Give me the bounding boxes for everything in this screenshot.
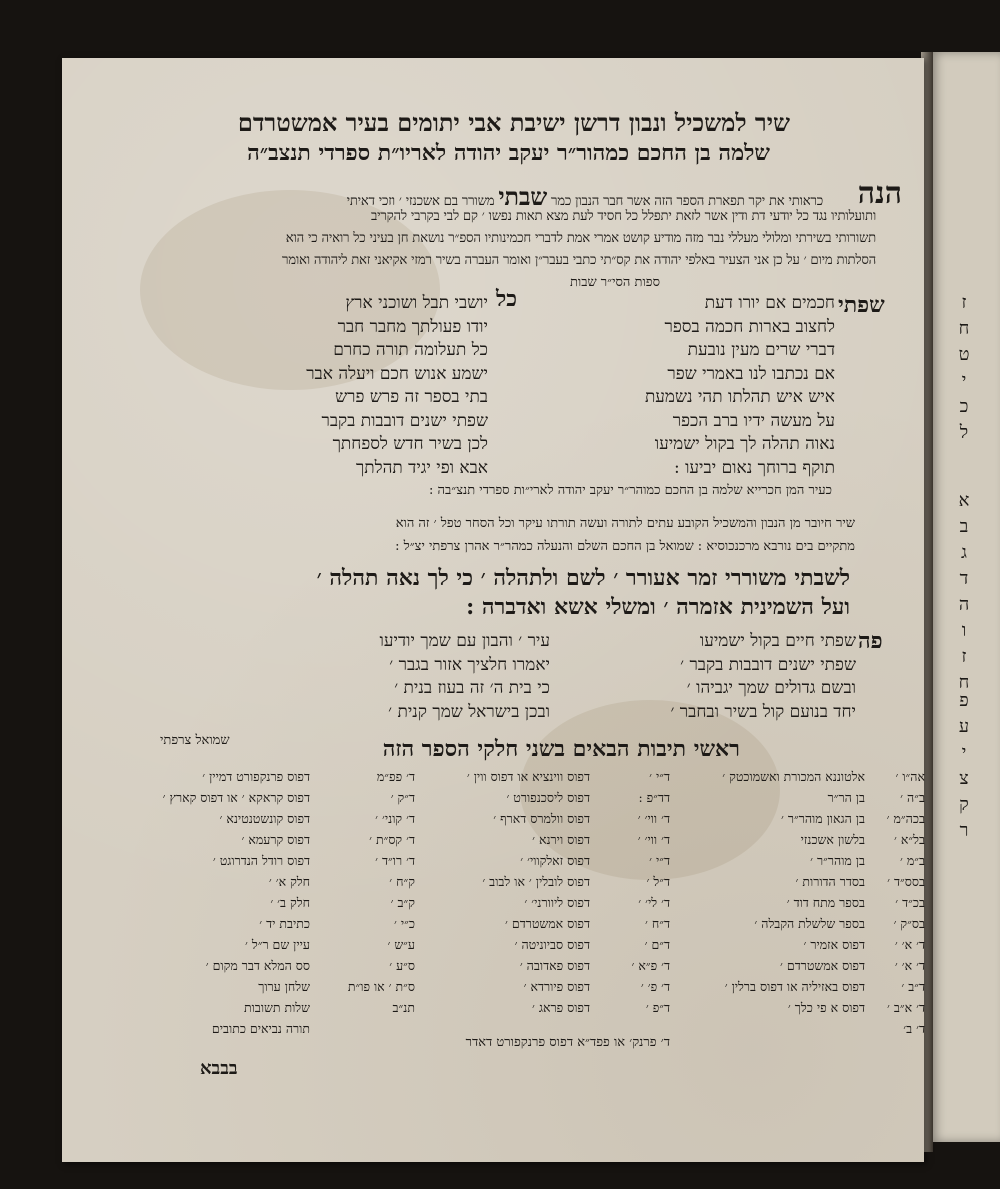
abbr-key: ד׳ קוני׳ ׳ bbox=[375, 811, 415, 826]
poem2-heading-line-1: לשבתי משוררי זמר אעורר ׳ לשם ולתהלה ׳ כי לך נאה תהלה ׳ bbox=[316, 565, 850, 591]
intro-line-1-start: כראותי את יקר תפארת הספר הזה אשר חבר הנבון כמר bbox=[551, 194, 823, 209]
margin-letter: ע bbox=[958, 716, 970, 737]
abbr-value: דפוס וירנא ׳ bbox=[532, 832, 590, 847]
intro-line-1-end: משורר בם אשכנזי ׳ וזכי דאיתי bbox=[346, 194, 495, 209]
abbr-key: בל״א ׳ bbox=[894, 832, 925, 847]
abbr-key: ס״ע ׳ bbox=[389, 958, 415, 973]
margin-letter: ט bbox=[958, 344, 970, 365]
margin-letter: ח bbox=[958, 318, 970, 339]
abbr-value: דפוס ליסכנפורט ׳ bbox=[506, 790, 590, 805]
poem2-right-word: פה bbox=[858, 628, 883, 654]
abbr-key: בסס״ד ׳ bbox=[887, 874, 925, 889]
poem2-heading-line-2: ועל השמינית אזמרה ׳ ומשלי אשא ואדברה : bbox=[466, 594, 850, 620]
poem-line: דברי שרים מעין נובעת bbox=[687, 340, 835, 360]
poem-line: שפתי ישנים דובבות בקבר bbox=[321, 410, 488, 431]
poem2-right-column bbox=[600, 630, 856, 724]
poem1-left-column bbox=[258, 292, 488, 480]
margin-letter: י bbox=[961, 370, 967, 391]
poem-line: עיר ׳ והבון עם שמך יודיעו bbox=[379, 631, 550, 651]
poem-line: ובכן בישראל שמך קנית ׳ bbox=[388, 701, 550, 722]
abbr-value: דפוס סביוניטה ׳ bbox=[514, 937, 590, 952]
poem-line: לחצוב בארות חכמה בספר bbox=[664, 316, 835, 337]
abbr-key: ד׳ פ׳ ׳ bbox=[640, 979, 670, 994]
abbr-col-4 bbox=[420, 766, 590, 1018]
facing-page-letters-bottom bbox=[944, 688, 984, 844]
abbr-value: תורה נביאים כתובים bbox=[211, 1021, 310, 1036]
margin-letter: ז bbox=[961, 646, 967, 667]
abbr-key: ד״ק ׳ bbox=[390, 790, 415, 805]
abbr-col-3 bbox=[590, 766, 670, 1018]
abbr-value: סס המלא דבר מקום ׳ bbox=[205, 958, 310, 973]
intro-line-3: תשורותי בשירתי ומלולי מעללי נבר מזה מודיע קושט אמרי אמת לדברי חכמינותיו הספ״ר נושאת חן בעיני כל רואיה כי הוא bbox=[285, 231, 876, 246]
abbr-key: ד״ל ׳ bbox=[646, 874, 670, 889]
abbr-key: ד״ם ׳ bbox=[644, 937, 670, 952]
abbr-key: תנ״ב bbox=[392, 1000, 415, 1015]
abbr-key: ב״מ ׳ bbox=[899, 853, 925, 868]
abbr-value: בן הגאון מוהר״ר ׳ bbox=[780, 811, 865, 826]
abbr-value: דפוס פראג ׳ bbox=[531, 1000, 590, 1015]
abbr-key: ד״פ ׳ bbox=[645, 1000, 670, 1015]
abbr-value: דפוס רודל הנדרוגט ׳ bbox=[212, 853, 310, 868]
margin-letter: כ bbox=[959, 396, 969, 417]
abbr-value: בסדר הדורות ׳ bbox=[795, 874, 865, 889]
margin-letter: ג bbox=[961, 542, 967, 563]
poem-line: כי בית ה׳ זה בעוז בנית ׳ bbox=[394, 678, 550, 698]
margin-letter: ב bbox=[959, 516, 969, 537]
abbr-value: דפוס א פי כלך ׳ bbox=[787, 1000, 865, 1015]
abbr-value: דפוס קראקא ׳ או דפוס קארץ ׳ bbox=[162, 790, 310, 805]
abbr-key: בס״ק ׳ bbox=[893, 916, 925, 931]
poem2-intro-line-1: שיר חיובר מן הנבון והמשכיל הקובע עתים לתורה ועשה תורתו עיקר וכל הסחר טפל ׳ זה הוא bbox=[395, 516, 855, 531]
facing-page-letters-middle bbox=[944, 488, 984, 696]
abbr-key: ד׳ א״ב ׳ bbox=[886, 1000, 925, 1015]
abbr-value: דפוס אמשטרדם ׳ bbox=[505, 916, 590, 931]
abbr-value: אלטוננא המכורת ואשמוכטק ׳ bbox=[722, 769, 865, 784]
intro-line-4: הסלתות מיום ׳ על כן אני הצעיר באלפי יהודה את קס״תי כתבי בעבר״ן ואומר העברה בשיר רמזי אקיאני זאת ליהודה ואומר bbox=[281, 253, 876, 268]
poem-line: חכמים אם יורו דעת bbox=[704, 293, 835, 313]
facing-page-letters-top bbox=[944, 290, 984, 446]
title-line-1: שיר למשכיל ונבון דרשן ישיבת אבי יתומים בעיר אמשטרדם bbox=[237, 108, 790, 137]
poem-line: אבא ופי יגיד תהלתך bbox=[355, 457, 488, 478]
poem-line: איש איש תהלתו תהי נשמעת bbox=[644, 387, 835, 407]
margin-letter: ה bbox=[958, 594, 970, 615]
abbr-key: בכ״ד ׳ bbox=[895, 895, 925, 910]
abbr-key: ס״ת ׳ או פו״ת bbox=[347, 979, 415, 994]
poem-line: יחד בנועם קול בשיר ובחבר ׳ bbox=[670, 701, 856, 722]
abbr-col-2 bbox=[705, 766, 865, 1018]
abbr-key: ד׳ קס״ת ׳ bbox=[369, 832, 415, 847]
margin-letter: צ bbox=[959, 768, 969, 789]
abbr-value: דפוס ליוורני׳ ׳ bbox=[524, 895, 590, 910]
margin-letter: י bbox=[961, 742, 967, 763]
poem-line: ישמע אנוש חכם ויעלה אבר bbox=[306, 363, 488, 384]
poem-line: יודו פעולתך מחבר חבר bbox=[337, 316, 488, 337]
abbr-key: ד׳ א׳ ׳ bbox=[894, 958, 925, 973]
abbr-last-row: ד׳ פרנק׳ או פפד״א דפוס פרנקפורט דאדר bbox=[465, 1035, 670, 1050]
poem-line: ובשם גדולים שמך יגביהו ׳ bbox=[686, 678, 856, 698]
intro-line-5: ספות הסי״ר שבות bbox=[569, 275, 660, 290]
poem-line: בתי בספר זה פרש פרש bbox=[335, 387, 488, 407]
poem-line: נאוה תהלה לך בקול ישמיעו bbox=[654, 434, 835, 454]
abbr-key: ד׳ ב׳ bbox=[903, 1021, 925, 1036]
margin-letter: ל bbox=[959, 422, 969, 443]
poem-line: שפתי ישנים דובבות בקבר ׳ bbox=[680, 654, 856, 675]
margin-letter: ד bbox=[959, 568, 969, 589]
abbr-key: ד׳ א׳ ׳ bbox=[894, 937, 925, 952]
poem2-left-column bbox=[295, 630, 550, 724]
margin-letter: ז bbox=[961, 292, 967, 313]
margin-letter: ק bbox=[959, 794, 969, 815]
poem-line: על מעשה ידיו ברב הכפר bbox=[672, 410, 835, 431]
abbr-key: ע״ש ׳ bbox=[387, 937, 415, 952]
poem-line: תוקף ברוחך נאום יביעו : bbox=[673, 457, 835, 478]
abbr-key: ק״ב ׳ bbox=[390, 895, 415, 910]
abbr-value: דפוס קונשטנטינא ׳ bbox=[219, 811, 310, 826]
abbr-value: בן הר״ר bbox=[827, 790, 865, 805]
abbr-key: ד׳ ווי׳ ׳ bbox=[637, 811, 670, 826]
abbr-key: ד׳ פ״א ׳ bbox=[631, 958, 670, 973]
poem2-intro-line-2: מתקיים בים נורבא מרכנכוסיא : שמואל בן החכם השלם והנעלה כמהר״ר אהרן צרפתי יצ״ל : bbox=[395, 539, 855, 554]
margin-letter: ר bbox=[959, 820, 969, 841]
abbr-key: דד״פ : bbox=[638, 790, 670, 805]
intro-initial-word: הנה bbox=[857, 176, 902, 211]
abbr-value: דפוס זאלקווי׳ ׳ bbox=[520, 853, 590, 868]
margin-letter: פ bbox=[959, 690, 969, 711]
abbr-value: שלחן ערוך bbox=[258, 979, 310, 994]
poem1-left-word: כל bbox=[496, 286, 518, 312]
abbr-value: דפוס לובלין ׳ או לבוב ׳ bbox=[482, 874, 590, 889]
abbr-key: ד׳ לי׳ ׳ bbox=[638, 895, 670, 910]
poem-line: אם נכתבו לנו באמרי שפר bbox=[667, 363, 835, 384]
abbr-value: דפוס אמשטרדם ׳ bbox=[780, 958, 865, 973]
abbr-value: דפוס פאדובה ׳ bbox=[519, 958, 590, 973]
abbr-value: דפוס אזמיר ׳ bbox=[803, 937, 865, 952]
abbr-value: חלק ב׳ ׳ bbox=[270, 895, 310, 910]
abbr-value: בספר שלשלת הקבלה ׳ bbox=[754, 916, 865, 931]
abbr-value: בלשון אשכנזי bbox=[800, 832, 865, 847]
catchword: בבבא bbox=[200, 1058, 238, 1079]
abbr-key: אה״ו ׳ bbox=[895, 769, 925, 784]
abbr-key: בכה״מ ׳ bbox=[886, 811, 925, 826]
intro-line-2: ותועלותיו נגד כל יודעי דת ודין אשר לזאת יתפלל כל חסיד לעת מצא תאות נפשו ׳ קם לבי בקרבי להקריב bbox=[370, 209, 876, 224]
margin-letter: ח bbox=[958, 672, 970, 693]
abbr-key: ד׳ רו״ד ׳ bbox=[375, 853, 415, 868]
abbr-col-1 bbox=[865, 766, 925, 1039]
intro-key-word: שבתי bbox=[498, 182, 548, 211]
abbr-value: בן מוהר״ר ׳ bbox=[810, 853, 865, 868]
abbr-value: דפוס קרעמא ׳ bbox=[241, 832, 310, 847]
abbr-key: כ״י ׳ bbox=[394, 916, 415, 931]
abbr-col-6 bbox=[100, 766, 310, 1039]
abbr-value: כתיבת יד ׳ bbox=[259, 916, 310, 931]
abbr-key: ב״ה ׳ bbox=[900, 790, 925, 805]
poem1-signature: כעיר המן חכרייא שלמה בן החכם כמוהר״ר יעקב יהודה לארי״ות ספרדי תנצ״בה : bbox=[429, 483, 832, 498]
poem-line: כל תעלומה תורה כחרם bbox=[333, 340, 488, 360]
abbr-value: עיין שם ר״ל ׳ bbox=[244, 937, 310, 952]
abbr-value: שלות תשובות bbox=[243, 1000, 310, 1015]
poem-line: לכן בשיר חדש לספחתך bbox=[332, 434, 488, 454]
abbr-key: ד״י ׳ bbox=[649, 853, 670, 868]
abbr-key: ד״ב ׳ bbox=[901, 979, 925, 994]
margin-letter: א bbox=[958, 490, 970, 511]
poem2-signature: שמואל צרפתי bbox=[160, 733, 230, 748]
poem-line: יושבי תבל ושוכני ארץ bbox=[345, 293, 488, 313]
abbr-key: ד׳ ווי׳ ׳ bbox=[637, 832, 670, 847]
margin-letter: ו bbox=[961, 620, 967, 641]
abbr-value: דפוס ווינציא או דפוס ווין ׳ bbox=[466, 769, 590, 784]
abbr-key: ד׳ פפ״מ bbox=[376, 769, 415, 784]
poem1-right-word: שפתי bbox=[838, 292, 885, 318]
abbr-value: חלק א׳ ׳ bbox=[268, 874, 310, 889]
abbr-value: דפוס פיורדא ׳ bbox=[523, 979, 590, 994]
poem-line: יאמרו חלציך אזור בגבר ׳ bbox=[389, 654, 550, 675]
abbr-key: ד״ח ׳ bbox=[644, 916, 670, 931]
abbreviations-heading: ראשי תיבות הבאים בשני חלקי הספר הזה bbox=[382, 736, 740, 762]
abbr-col-5 bbox=[310, 766, 415, 1018]
abbr-key: ד״י ׳ bbox=[649, 769, 670, 784]
abbr-value: דפוס וולמרס דארף ׳ bbox=[493, 811, 590, 826]
abbr-value: דפוס באזיליה או דפוס ברלין ׳ bbox=[724, 979, 865, 994]
abbr-value: דפוס פרנקפורט דמיין ׳ bbox=[202, 769, 310, 784]
title-line-2: שלמה בן החכם כמהור״ר יעקב יהודה לאריו״ת ספרדי תנצב״ה bbox=[247, 140, 770, 166]
poem-line: שפתי חיים בקול ישמיעו bbox=[699, 631, 856, 651]
poem1-right-column bbox=[590, 292, 835, 480]
abbr-key: ק״ח ׳ bbox=[389, 874, 415, 889]
abbr-value: בספר מתח דוד ׳ bbox=[786, 895, 865, 910]
